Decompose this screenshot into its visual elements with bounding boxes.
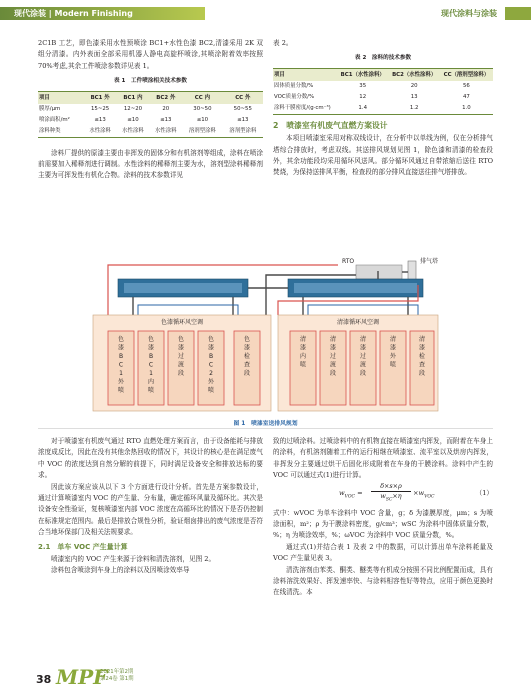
table1-cell: ≤10 [196,117,209,124]
table1-cell: 30~50 [193,106,212,113]
subsection-2-1-title: 2.1 单车 VOC 产生量计算 [38,542,128,551]
booth-label-char: 漆 [117,344,125,352]
table1-cell: ≤13 [94,117,106,124]
header-left-band [0,7,205,20]
issue-line-2: 第24卷 第1期 [100,676,134,682]
left-bottom-paragraph-1: 对于喷漆室有机废气通过 RTO 直燃处理方案而言，由于设备能耗与排放浓度成反比，因此在没有其他余热回收的情况下，其设计的核心是在满足废气中 VOC 的浓度达到自然分解的前提下，同时满足设备安全和排放达标的要求。 [38,437,263,480]
table-row [273,92,493,103]
booth-label-char: 漆 [389,344,397,352]
section-2-paragraph: 本项目喷漆室采用对称双线设计，在分析中以单线为例，仅在分析排气塔综合排放时，考虑双线。其送排风规划见图 1，除色漆和清漆的检查段外，其余功能段均采用循环风送风。部分循环风通过自带浓缩后送往 RTO 焚烧，为保持送排风平衡，检查段的部分排风直接送往排气塔排放。 [273,134,493,177]
journal-logo: MPF [56,665,108,689]
right-bottom-paragraph-2: 式中：wVOC 为单车涂料中 VOC 含量，g；δ 为漆膜厚度，μm；s 为喷涂面积，m²；ρ 为干膜涂料密度，g/cm³；wSC 为涂料中固体质量分数，%；η 为喷涂效率，%；ωVOC 为涂料中 VOC 质量分数，%。 [273,508,493,540]
table1-cell: 水性涂料 [89,128,111,135]
tower-label: 排气塔 [420,258,439,265]
table2-header: CC（溶剂型涂料） [440,68,493,81]
header-right-title: 现代涂料与涂装 [441,9,497,18]
table2-cell: 1.2 [409,105,419,112]
header-left-title: 现代涂装 | Modern Finishing [14,9,133,18]
booth-label-char: 清 [299,336,307,343]
left-ahu-label: 色漆循环风空调 [160,319,204,326]
table2-header: BC1（水性涂料） [337,68,388,81]
booth-label-char: 漆 [177,344,185,352]
booth-label-char: 喷 [299,361,307,369]
booth-label-char: 1 [119,370,123,377]
table2-cell: 35 [359,83,367,90]
equation-lhs: $w_{VOC}$ = [339,488,363,499]
booth-label-char: 外 [207,378,215,386]
table-row [38,104,263,115]
left-paragraph-2: 涂料厂提供的原漆主要由非挥发的固体分和有机溶剂等组成，涂料在喷涂前需要加入稀释剂进行调制。水性涂料的稀释剂主要为水，溶剂型涂料稀释剂主要为可挥发性有机化合物。涂料的技术参数详见 [38,148,263,180]
right-bottom-paragraph-4: 清洗溶剂由苯类、酮类、醚类等有机成分按照不同比例配置而成，具有涂料溶洗效果好、挥发速率快、与涂料相容性好等特点，应用于颜色更换时在线清洗。本 [273,565,493,597]
right-top-line: 表 2。 [273,39,293,47]
equation-denominator-subscript: SC [385,496,393,502]
equation-denominator-symbol: w [380,491,386,500]
table1-header: CC 外 [223,91,263,104]
equation-tail-subscript: VOC [424,493,435,499]
booth-label-char: 色 [117,336,125,343]
table1-cell: 膜厚/μm [39,106,61,113]
equation-numerator: δ×s×ρ [371,482,411,492]
booth-label-char: 漆 [243,344,251,352]
left-bottom-paragraph-4: 涂料包含喷涂到车身上的涂料以及因喷涂效率导 [51,566,190,575]
booth-label-char: 外 [117,378,125,386]
table1-cell: 12~20 [123,106,143,113]
booth-label-char: 查 [418,361,426,369]
booth-label-char: 渡 [329,361,337,369]
table2-cell: 固体质量分数/% [274,83,314,90]
table-row [273,103,493,115]
table1-cell: ≤13 [237,117,249,124]
table1-header: BC2 外 [149,91,182,104]
table1-cell: 溶剂型涂料 [229,128,257,135]
booth-label-char: 渡 [177,361,185,369]
page-footer [0,665,531,697]
booth-label-char: C [148,361,154,369]
booth-label-char: 段 [329,370,337,377]
table1-header: CC 内 [182,91,222,104]
equation-denominator-tail: ×η [392,491,402,500]
table1-caption: 表 1 工件喷涂相关技术参数 [114,78,187,85]
table2-cell: 涂料干膜密度/(g·cm⁻³) [274,105,331,112]
table1-cell: 15~25 [90,106,110,113]
table-row [273,81,493,92]
table1-cell: 水性涂料 [122,128,144,135]
equation-number: （1） [475,488,493,497]
booth-label-char: 查 [243,361,251,369]
booth-label-char: 色 [177,336,185,343]
booth-label-char: 检 [418,353,426,360]
equation-tail-symbol: ×w [413,488,425,497]
table2-cell: 1.0 [462,105,471,112]
table1-cell: ≤10 [127,117,139,124]
booth-label-char: 段 [243,370,251,377]
right-bottom-paragraph-1: 致的过喷涂料。过喷涂料中的有机物直接在喷漆室内挥发，而附着在车身上的涂料，有机溶剂随着工件的运行相继在喷漆室、流平室以及烘房内挥发，非挥发分主要通过烘干后固化形成附着在车身的干膜涂料。涂料中产生的 VOC 可以通过式(1)进行计算。 [273,437,493,480]
booth-label-char: 喷 [147,387,155,394]
booth-label-char: 清 [418,336,426,343]
booth-label-char: 内 [147,378,155,386]
table1-header: BC1 内 [117,91,150,104]
right-bottom-paragraph-3: 通过式(1)并结合表 1 及表 2 中的数据，可以计算出单车涂料耗量及 VOC 产生量见表 3。 [273,542,493,563]
booth-label-char: 喷 [117,387,125,394]
equation-denominator [371,492,411,504]
left-top-paragraph: 2C1B 工艺，即色漆采用水性预喷涂 BC1+水性色漆 BC2,清漆采用 2K 双组分清漆。内外表面全部采用机器人静电高旋杯喷涂,其喷涂附着效率按照 70%考虑,其余工件喷涂参数详见表 1。 [38,39,263,70]
table2-cell: 47 [463,94,470,101]
booth-label-char: 外 [389,353,397,360]
issue-line-1: 2021年第2期 [100,669,134,675]
header-right-band [505,7,531,20]
table1-header: BC1 外 [84,91,117,104]
equation-tail [413,488,434,503]
table1-cell: 20 [162,106,170,113]
equation-lhs-subscript: VOC [344,493,355,499]
booth-label-char: 1 [149,370,153,377]
table1-cell: 水性涂料 [155,128,177,135]
booth-label-char: 段 [177,370,185,377]
table-row [38,115,263,126]
table2-cell: 12 [359,94,367,101]
table1-cell: 50~55 [233,106,252,113]
right-ahu-label: 清漆循环风空调 [336,319,380,326]
table2-cell: 20 [410,83,418,90]
right-column-bottom [273,436,493,599]
booth-label-char: 检 [243,353,251,360]
booth-label-char: 漆 [418,344,426,352]
right-column-top [273,38,493,179]
left-ahu-detail [124,283,242,293]
figure-1-diagram [38,255,493,415]
table1-header: 项目 [38,91,84,104]
booth-label-char: 内 [299,353,307,360]
booth-label-char: 过 [359,353,367,360]
booth-label-char: 段 [418,370,426,377]
equation-1 [273,482,493,508]
booth-label-char: 漆 [329,344,337,352]
booth-label-char: 漆 [299,344,307,352]
booth-label-char: 喷 [207,387,215,394]
left-bottom-paragraph-3: 喷漆室内的 VOC 产生来源于涂料和清洗溶剂，见图 2。 [51,555,216,564]
booth-label-char: 色 [147,336,155,343]
booth-label-char: 清 [389,336,397,343]
table2-cell: 56 [463,83,470,90]
left-bottom-paragraph-2: 因此该方案应该从以下 3 个方面进行设计分析。首先是方案参数设计，通过计算喷漆室内 VOC 的产生量、分布量，确定循环风量及循环比。其次是设备安全性验证，复核喷漆室内部 VOC 浓度在高循环比的情况下是否仍控制在标准规定范围内。最后是排放合规性分析，验证烟囱排出的废气浓度是否符合当地环保部门及相关法规要求。 [38,482,263,537]
booth-label-char: B [208,353,214,360]
booth-label-char: C [208,361,214,369]
table2-cell: 1.4 [358,105,367,112]
booth-label-char: 色 [243,336,251,343]
equation-lhs-symbol: w [339,488,345,497]
booth-label-char: B [118,353,124,360]
table1-cell: ≤13 [160,117,172,124]
booth-label-char: 段 [359,370,367,377]
table1 [38,91,263,138]
table2-cell: 13 [410,94,418,101]
rto-label: RTO [342,258,355,265]
table2-cell: VOC质量分数/% [274,94,315,101]
issue-info [100,669,134,683]
right-ahu-detail [294,283,417,293]
table1-cell: 溶剂型涂料 [188,128,216,135]
booth-label-char: 清 [329,336,337,343]
section-2-title: 2 喷漆室有机废气直燃方案设计 [273,120,388,130]
table2 [273,68,493,115]
booth-label-char: 过 [329,353,337,360]
booth-label-char: 漆 [147,344,155,352]
booth-label-char: C [118,361,124,369]
table2-header: 项目 [273,68,337,81]
table1-cell: 喷涂面积/m² [39,117,70,124]
table2-header: BC2（水性涂料） [388,68,439,81]
booth-label-char: 渡 [359,361,367,369]
table1-cell: 涂料种类 [39,128,61,135]
booth-label-char: B [148,353,154,360]
booth-label-char: 漆 [359,344,367,352]
booth-label-char: 色 [207,336,215,343]
table2-caption: 表 2 涂料的技术参数 [354,55,412,62]
table-row [38,126,263,138]
page-header [0,0,531,26]
left-column-top [38,38,263,182]
booth-label-char: 喷 [389,361,397,369]
booth-label-char: 清 [359,336,367,343]
figure-1 [38,255,493,429]
booth-label-char: 过 [177,353,185,360]
booth-label-char: 漆 [207,344,215,352]
rto-unit [356,265,402,279]
left-column-bottom [38,436,263,577]
booth-label-char: 2 [209,370,213,377]
page-number: 38 [36,673,52,686]
figure-1-caption: 图 1 喷漆室送排风规划 [233,421,298,427]
